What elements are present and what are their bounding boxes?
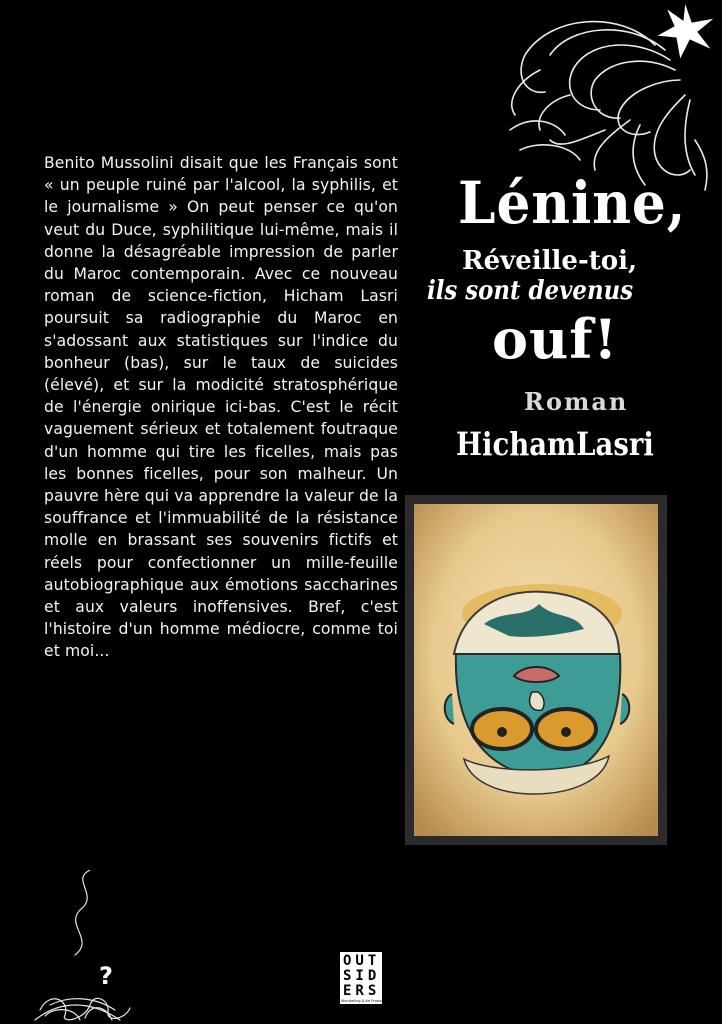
blurb-text: Benito Mussolini disait que les Français sont « un peuple ruiné par l'alcool, la syphilis, et le journalisme » On peut penser ce qu'on veut du Duce, syphilitique lui-même, mais il donne la désagréable impression de parler du Maroc contemporain. Avec ce nouveau roman de science-fiction, Hicham Lasri poursuit sa radiographie du Maroc en s'adossant aux statistiques sur l'indice du bonheur (bas), sur le taux de suicides (élevé), et sur la modicité stratosphérique de l'énergie onirique ici-bas. C'est le récit vaguement sérieux et totalement foutraque d'un homme qui tire les ficelles, mais pas les bonnes ficelles, pour son malheur. Un pauvre hère qui va apprendre la valeur de la souffrance et l'immuabilité de la résistance molle en brassant ses souvenirs fictifs et réels pour confectionner un mille-feuille autobiographique aux émotions saccharines et aux valeurs inoffensives. Bref, c'est l'histoire d'un homme médiocre, comme toi et moi... [44,154,398,661]
logo-row-1: OUT [343,953,381,969]
author-portrait-illustration [414,504,658,836]
publisher-logo [340,952,390,1004]
genre-label: Roman [524,387,629,416]
title-line-3: ils sont devenus [427,276,634,306]
illustration-frame [405,495,667,845]
author-name: HichamLasri [456,425,654,463]
question-mark: ? [99,962,113,990]
title-line-4: ouf! [492,307,619,371]
logo-tagline: Storytelling & Art Production [341,999,390,1003]
logo-row-3: ERS [343,983,381,999]
logo-row-2: SID [343,968,381,984]
title-line-2: Réveille-toi, [462,246,638,276]
scribble-decoration [30,870,140,1024]
title-line-1: Lénine, [458,169,687,237]
